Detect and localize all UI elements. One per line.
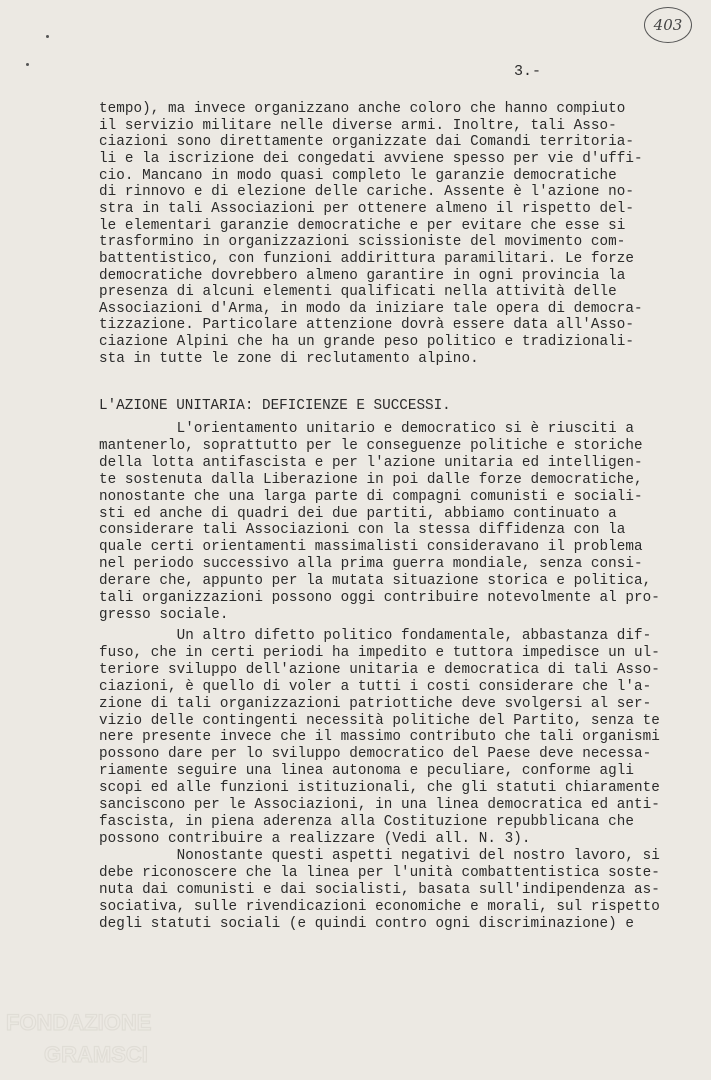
text-line: il servizio militare nelle diverse armi. Inoltre, tali Asso- <box>99 117 617 134</box>
text-line: Nonostante questi aspetti negativi del nostro lavoro, si <box>99 848 660 864</box>
watermark-line-2: GRAMSCI <box>44 1042 148 1067</box>
text-line: stra in tali Associazioni per ottenere almeno il rispetto del- <box>99 200 635 217</box>
text-line: ciazione Alpini che ha un grande peso politico e tradizionali- <box>99 334 635 351</box>
text-line: quale certi orientamenti massimalisti consideravano il problema <box>99 539 643 556</box>
text-line: fuso, che in certi periodi ha impedito e tuttora impedisce un ul- <box>99 644 660 661</box>
text-line: Associazioni d'Arma, in modo da iniziare tale opera di democra- <box>99 300 643 317</box>
text-line: considerare tali Associazioni con la stessa diffidenza con la <box>99 522 626 539</box>
text-line: scopi ed alle funzioni istituzionali, che gli statuti chiaramente <box>99 780 660 797</box>
text-line: sociativa, sulle rivendicazioni economiche e morali, sul rispetto <box>99 898 660 915</box>
text-line: sti ed anche di quadri dei due partiti, abbiamo continuato a <box>99 505 617 522</box>
text-line: zione di tali organizzazioni patriottiche deve svolgersi al ser- <box>99 695 652 712</box>
text-line: di rinnovo e di elezione delle cariche. Assente è l'azione no- <box>99 184 635 201</box>
text-line: nonostante che una larga parte di compagni comunisti e sociali- <box>99 488 643 505</box>
text-line: gresso sociale. <box>99 606 229 623</box>
ink-speck <box>46 35 49 38</box>
watermark-line-1: FONDAZIONE <box>6 1010 152 1035</box>
text-line: cio. Mancano in modo quasi completo le garanzie democratiche <box>99 167 617 184</box>
text-line: ciazioni, è quello di voler a tutti i costi considerare che l'a- <box>99 678 652 695</box>
text-line: degli statuti sociali (e quindi contro ogni discriminazione) e <box>99 915 635 932</box>
text-line: presenza di alcuni elementi qualificati nella attività delle <box>99 284 617 301</box>
text-line: ciazioni sono direttamente organizzate dai Comandi territoria- <box>99 134 635 151</box>
text-line: sta in tutte le zone di reclutamento alpino. <box>99 350 479 367</box>
text-line: derare che, appunto per la mutata situazione storica e politica, <box>99 573 652 590</box>
text-line: nuta dai comunisti e dai socialisti, basata sull'indipendenza as- <box>99 881 660 898</box>
text-line: le elementari garanzie democratiche e per evitare che esse si <box>99 217 626 234</box>
text-line: nere presente invece che il massimo contributo che tali organismi <box>99 729 660 746</box>
ink-speck <box>26 63 29 66</box>
section-heading: L'AZIONE UNITARIA: DEFICIENZE E SUCCESSI. <box>99 398 451 414</box>
archive-number-stamp <box>644 7 692 43</box>
text-line: riamente seguire una linea autonoma e peculiare, conforme agli <box>99 763 635 780</box>
text-line: sanciscono per le Associazioni, in una linea democratica ed anti- <box>99 797 660 813</box>
text-line: democratiche dovrebbero almeno garantire in ogni provincia la <box>99 267 626 284</box>
text-line: trasformino in organizzazioni scissioniste del movimento com- <box>99 234 626 251</box>
text-line: possono dare per lo sviluppo democratico del Paese deve necessa- <box>99 746 652 763</box>
text-line: vizio delle contingenti necessità politiche del Partito, senza te <box>99 712 660 729</box>
text-line: debe riconoscere che la linea per l'unità combattentistica soste- <box>99 864 660 881</box>
text-line: mantenerlo, soprattutto per le conseguenze politiche e storiche <box>99 437 643 454</box>
fondazione-gramsci-watermark <box>4 1002 184 1072</box>
archive-number: 403 <box>653 16 683 34</box>
text-line: Un altro difetto politico fondamentale, abbastanza dif- <box>99 628 652 644</box>
text-line: tempo), ma invece organizzano anche coloro che hanno compiuto <box>99 101 626 117</box>
text-line: L'orientamento unitario e democratico si è riusciti a <box>99 421 635 437</box>
text-line: li e la iscrizione dei congedati avviene spesso per vie d'uffi- <box>99 150 643 167</box>
page-number: 3.- <box>514 63 542 80</box>
text-line: te sostenuta dalla Liberazione in poi dalle forze democratiche, <box>99 471 643 488</box>
text-line: tizzazione. Particolare attenzione dovrà essere data all'Asso- <box>99 317 635 334</box>
text-line: tali organizzazioni possono oggi contribuire notevolmente al pro- <box>99 590 660 606</box>
text-line: teriore sviluppo dell'azione unitaria e democratica di tali Asso- <box>99 661 660 678</box>
text-line: battentistico, con funzioni addirittura paramilitari. Le forze <box>99 250 635 267</box>
text-line: possono contribuire a realizzare (Vedi all. N. 3). <box>99 830 531 847</box>
text-line: fascista, in piena aderenza alla Costituzione repubblicana che <box>99 813 635 830</box>
text-line: della lotta antifascista e per l'azione unitaria ed intelligen- <box>99 454 643 471</box>
text-line: nel periodo successivo alla prima guerra mondiale, senza consi- <box>99 556 643 573</box>
